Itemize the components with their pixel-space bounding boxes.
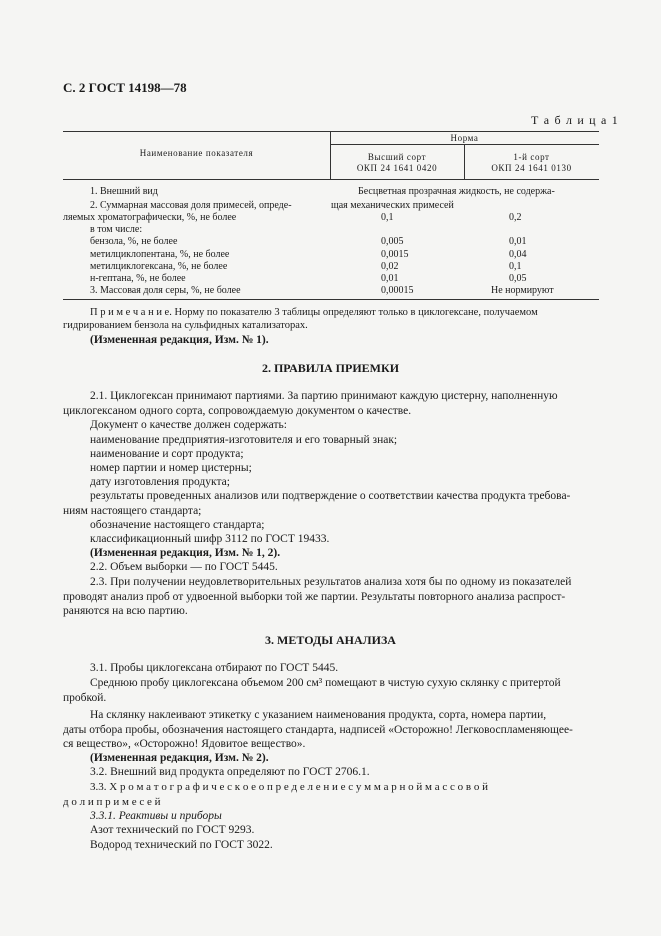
list-item: номер партии и номер цистерны; xyxy=(90,462,252,474)
table-row-name: 3. Массовая доля серы, %, не более xyxy=(90,285,241,296)
grade1-name: Высший сорт xyxy=(367,152,427,162)
paragraph-line: пробкой. xyxy=(63,692,107,704)
table-row-value-grade2: 0,04 xyxy=(509,249,527,260)
subsection-heading: 3.3. Х р о м а т о г р а ф и ч е с к о е о п р е д е л е н и е с у м м а р н о й м а с с о в о й xyxy=(90,781,488,793)
list-item: обозначение настоящего стандарта; xyxy=(90,519,265,531)
paragraph-line: циклогексаном одного сорта, сопровождаемую документом о качестве. xyxy=(63,405,412,417)
table-row-name: 2. Суммарная массовая доля примесей, опреде- xyxy=(90,200,292,211)
paragraph-line: 3.2. Внешний вид продукта определяют по ГОСТ 2706.1. xyxy=(90,766,370,778)
subsection-heading: д о л и п р и м е с е й xyxy=(63,796,161,808)
paragraph-line: 2.1. Циклогексан принимают партиями. За партию принимают каждую цистерну, наполненную xyxy=(90,390,558,402)
table-row-name: метилциклопентана, %, не более xyxy=(90,249,230,260)
list-item: ниям настоящего стандарта; xyxy=(63,505,202,517)
paragraph-line: На склянку наклеивают этикетку с указанием наименования продукта, сорта, номера партии, xyxy=(90,709,547,721)
grade2-code: ОКП 24 1641 0130 xyxy=(491,163,572,173)
table-row-value-grade2: 0,01 xyxy=(509,236,527,247)
table-row-value-grade2: 0,2 xyxy=(509,212,522,223)
list-item: классификационный шифр 3112 по ГОСТ 19433. xyxy=(90,533,330,545)
section-3-title: 3. МЕТОДЫ АНАЛИЗА xyxy=(265,633,396,647)
grade2-name: 1-й сорт xyxy=(513,152,550,162)
table-bottom-rule xyxy=(63,299,599,300)
table-row-value-span: Бесцветная прозрачная жидкость, не содержа- xyxy=(358,186,555,197)
paragraph-line: Среднюю пробу циклогексана объемом 200 см³ помещают в чистую сухую склянку с притертой xyxy=(90,677,561,689)
table-row-name: 1. Внешний вид xyxy=(90,186,158,197)
edition-note: (Измененная редакция, Изм. № 1, 2). xyxy=(90,547,281,559)
paragraph-line: раняются на всю партию. xyxy=(63,605,188,617)
edition-note: (Измененная редакция, Изм. № 2). xyxy=(90,752,269,764)
list-item: наименование предприятия-изготовителя и его товарный знак; xyxy=(90,434,398,446)
subsection-heading: 3.3.1. Реактивы и приборы xyxy=(90,810,222,822)
table-row-value-span: щая механических примесей xyxy=(331,200,454,211)
table-row-name: метилциклогексана, %, не более xyxy=(90,261,228,272)
table-row-value-grade1: 0,0015 xyxy=(381,249,409,260)
table-row-value-grade1: 0,005 xyxy=(381,236,404,247)
table-row-value-grade1: 0,00015 xyxy=(381,285,414,296)
list-item: дату изготовления продукта; xyxy=(90,476,230,488)
table-label: Т а б л и ц а 1 xyxy=(531,113,619,127)
paragraph-line: ся вещество», «Осторожно! Ядовитое вещество». xyxy=(63,738,306,750)
table-row-name: в том числе: xyxy=(90,224,143,235)
table-row-value-grade1: 0,02 xyxy=(381,261,399,272)
table-note-line: П р и м е ч а н и е. Норму по показателю 3 таблицы определяют только в циклогексане, получаемом xyxy=(90,307,538,318)
col-norm-header: Норма xyxy=(450,133,479,143)
table-row-value-grade2: Не нормируют xyxy=(491,285,554,296)
paragraph-line: Документ о качестве должен содержать: xyxy=(90,419,287,431)
paragraph-line: 2.2. Объем выборки — по ГОСТ 5445. xyxy=(90,561,278,573)
list-item: наименование и сорт продукта; xyxy=(90,448,244,460)
paragraph-line: 3.1. Пробы циклогексана отбирают по ГОСТ 5445. xyxy=(90,662,339,674)
list-item: результаты проведенных анализов или подтверждение о соответствии качества продукта требова- xyxy=(90,490,571,502)
col-indicator-header: Наименование показателя xyxy=(139,148,254,158)
table-row-value-grade1: 0,1 xyxy=(381,212,394,223)
grade1-code: ОКП 24 1641 0420 xyxy=(356,163,438,173)
table-row-value-grade1: 0,01 xyxy=(381,273,399,284)
table-row-value-grade2: 0,05 xyxy=(509,273,527,284)
paragraph-line: Азот технический по ГОСТ 9293. xyxy=(90,824,255,836)
table-top-rule xyxy=(63,131,599,132)
table-row-name: н-гептана, %, не более xyxy=(90,273,186,284)
edition-note: (Измененная редакция, Изм. № 1). xyxy=(90,334,269,346)
table-row-name: бензола, %, не более xyxy=(90,236,178,247)
table-note-line: гидрированием бензола на сульфидных катализаторах. xyxy=(63,320,308,331)
section-2-title: 2. ПРАВИЛА ПРИЕМКИ xyxy=(261,361,400,375)
paragraph-line: 2.3. При получении неудовлетворительных результатов анализа хотя бы по одному из показателей xyxy=(90,576,572,588)
page-header: С. 2 ГОСТ 14198—78 xyxy=(63,80,187,95)
paragraph-line: проводят анализ проб от удвоенной выборки той же партии. Результаты повторного анализа распрост- xyxy=(63,591,566,603)
table-header-bottom-rule xyxy=(63,179,599,180)
table-row-name: ляемых хроматографически, %, не более xyxy=(63,212,237,223)
table-row-value-grade2: 0,1 xyxy=(509,261,522,272)
paragraph-line: Водород технический по ГОСТ 3022. xyxy=(90,839,273,851)
paragraph-line: даты отбора пробы, обозначения настоящего стандарта, надписей «Осторожно! Легковоспламеняющее- xyxy=(63,724,573,736)
